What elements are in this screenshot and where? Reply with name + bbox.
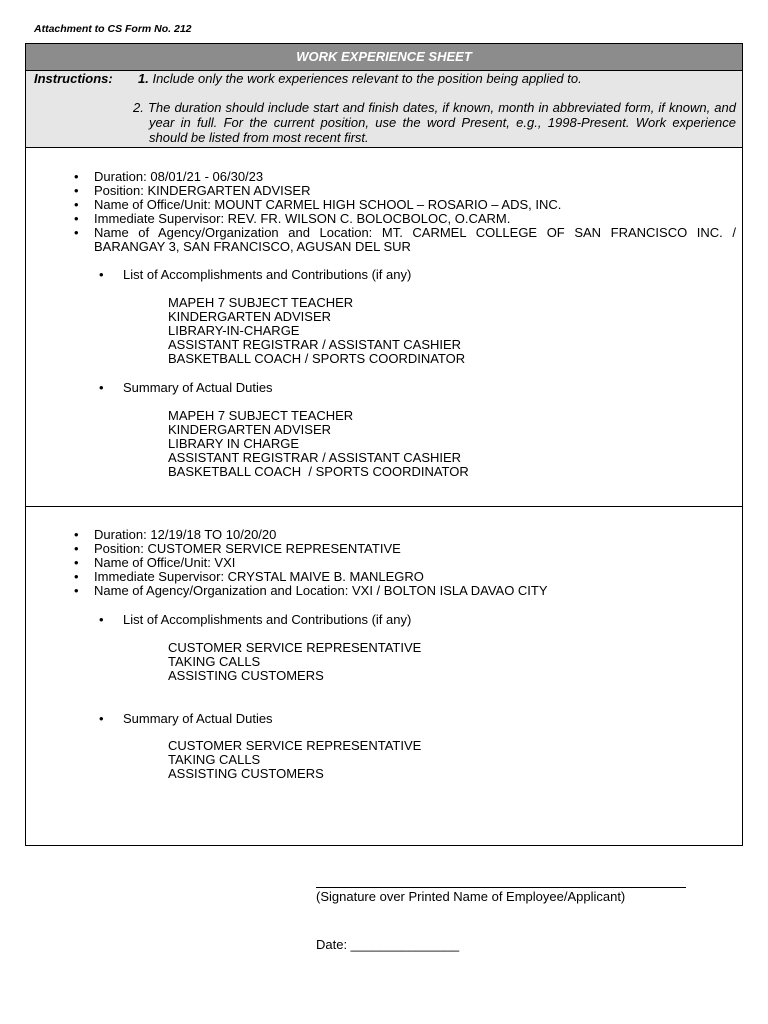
experience-1-supervisor: • Immediate Supervisor: REV. FR. WILSON C. BOLOCBOLOC, O.CARM. (74, 211, 511, 226)
list-item: CUSTOMER SERVICE REPRESENTATIVE (168, 738, 422, 753)
experience-1-duration-text: Duration: 08/01/21 - 06/30/23 (94, 169, 264, 184)
list-item: BASKETBALL COACH / SPORTS COORDINATOR (168, 351, 466, 366)
experience-1-office-text: Name of Office/Unit: MOUNT CARMEL HIGH SCHOOL – ROSARIO – ADS, INC. (94, 197, 562, 212)
experience-2-duties-label: Summary of Actual Duties (123, 711, 273, 726)
experience-2-office-text: Name of Office/Unit: VXI (94, 555, 236, 570)
instructions-label: Instructions: (34, 71, 113, 86)
experience-1-duties-label: Summary of Actual Duties (123, 380, 273, 395)
experience-1-accomplishments-list (168, 296, 465, 366)
experience-2-office: • Name of Office/Unit: VXI (74, 555, 236, 570)
list-item: ASSISTING CUSTOMERS (168, 668, 324, 683)
experience-1-position: • Position: KINDERGARTEN ADVISER (74, 183, 311, 198)
experience-2-accomplishments-list (168, 641, 421, 683)
list-item: TAKING CALLS (168, 752, 261, 767)
experience-2-agency: • Name of Agency/Organization and Location: VXI / BOLTON ISLA DAVAO CITY (74, 583, 548, 598)
instruction-item-1-number: 1. (138, 71, 149, 86)
experience-2-duration-text: Duration: 12/19/18 TO 10/20/20 (94, 527, 277, 542)
date-field: Date: _______________ (316, 937, 460, 952)
experience-1-accomplishments-heading: • List of Accomplishments and Contributions (if any) (99, 267, 412, 282)
list-item: ASSISTANT REGISTRAR / ASSISTANT CASHIER (168, 337, 462, 352)
signature-caption: (Signature over Printed Name of Employee/Applicant) (316, 889, 626, 904)
experience-2-position-text: Position: CUSTOMER SERVICE REPRESENTATIVE (94, 541, 401, 556)
experience-1-accomplishments-label: List of Accomplishments and Contributions (if any) (123, 267, 412, 282)
list-item: TAKING CALLS (168, 654, 261, 669)
list-item: CUSTOMER SERVICE REPRESENTATIVE (168, 640, 422, 655)
list-item: KINDERGARTEN ADVISER (168, 309, 332, 324)
experience-2-accomplishments-label: List of Accomplishments and Contributions (if any) (123, 612, 412, 627)
signature-line (316, 887, 686, 888)
experience-1-agency: • Name of Agency/Organization and Location: MT. CARMEL COLLEGE OF SAN FRANCISCO INC. / BARANGAY 3, SAN FRANCISCO, AGUSAN DEL SUR (74, 225, 736, 254)
attachment-note: Attachment to CS Form No. 212 (34, 23, 192, 35)
experience-2-supervisor-text: Immediate Supervisor: CRYSTAL MAIVE B. MANLEGRO (94, 569, 424, 584)
experience-entry-1 (26, 148, 742, 507)
instructions-block (26, 71, 742, 148)
experience-1-duration: • Duration: 08/01/21 - 06/30/23 (74, 169, 264, 184)
experience-1-agency-text: Name of Agency/Organization and Location: MT. CARMEL COLLEGE OF SAN FRANCISCO INC. / BARANGAY 3, SAN FRANCISCO, AGUSAN DEL SUR (94, 225, 736, 254)
instruction-item-1-text: Include only the work experiences relevant to the position being applied to. (148, 71, 582, 86)
list-item: MAPEH 7 SUBJECT TEACHER (168, 408, 354, 423)
list-item: MAPEH 7 SUBJECT TEACHER (168, 295, 354, 310)
instruction-item-2: 2. The duration should include start and finish dates, if known, month in abbreviated form, if known, and year in full. For the current position, use the word Present, e.g., 1998-Present. Work experience should be listed from most recent first. (133, 100, 736, 145)
experience-2-accomplishments-heading: • List of Accomplishments and Contributions (if any) (99, 612, 412, 627)
list-item: LIBRARY IN CHARGE (168, 436, 300, 451)
list-item: ASSISTANT REGISTRAR / ASSISTANT CASHIER (168, 450, 462, 465)
list-item: KINDERGARTEN ADVISER (168, 422, 332, 437)
experience-2-duration: • Duration: 12/19/18 TO 10/20/20 (74, 527, 277, 542)
list-item: BASKETBALL COACH / SPORTS COORDINATOR (168, 464, 469, 479)
experience-1-duties-list (168, 409, 469, 479)
experience-1-office: • Name of Office/Unit: MOUNT CARMEL HIGH SCHOOL – ROSARIO – ADS, INC. (74, 197, 562, 212)
experience-1-duties-heading: • Summary of Actual Duties (99, 380, 273, 395)
sheet-title: WORK EXPERIENCE SHEET (26, 44, 742, 71)
experience-1-position-text: Position: KINDERGARTEN ADVISER (94, 183, 311, 198)
experience-1-supervisor-text: Immediate Supervisor: REV. FR. WILSON C. BOLOCBOLOC, O.CARM. (94, 211, 511, 226)
experience-2-agency-text: Name of Agency/Organization and Location: VXI / BOLTON ISLA DAVAO CITY (94, 583, 548, 598)
experience-2-supervisor: • Immediate Supervisor: CRYSTAL MAIVE B. MANLEGRO (74, 569, 424, 584)
list-item: LIBRARY-IN-CHARGE (168, 323, 300, 338)
instruction-item-1 (138, 71, 582, 86)
experience-2-duties-heading: • Summary of Actual Duties (99, 711, 273, 726)
experience-2-duties-list (168, 739, 421, 781)
list-item: ASSISTING CUSTOMERS (168, 766, 324, 781)
work-experience-sheet (25, 43, 743, 846)
experience-2-position: • Position: CUSTOMER SERVICE REPRESENTATIVE (74, 541, 401, 556)
